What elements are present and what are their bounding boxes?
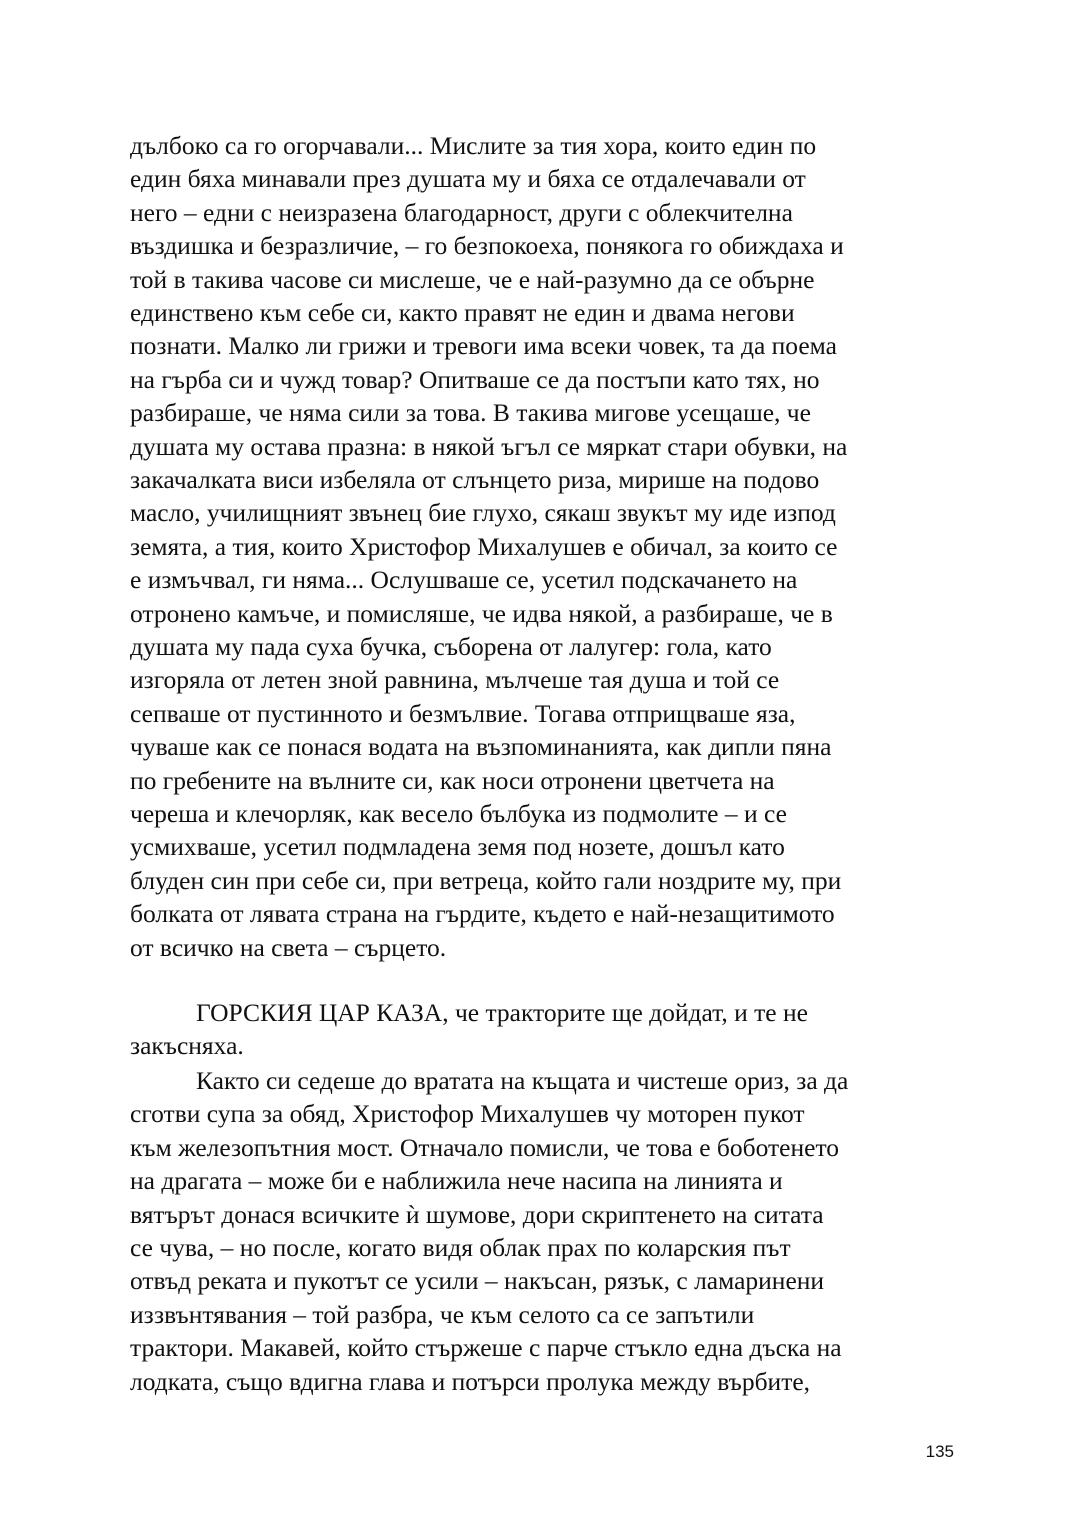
text-line: ГОРСКИЯ ЦАР КАЗА, че тракторите ще дойдат, и те не [196, 998, 808, 1027]
text-line: се чува, – но после, когато видя облак прах по коларския път [130, 1233, 791, 1262]
text-line: земята, а тия, които Христофор Михалушев е обичал, за които се [130, 531, 838, 561]
text-line: череша и клечорляк, как весело бълбука из подмолите – и се [130, 799, 787, 828]
text-line: вятърът донася всичките ѝ шумове, дори скриптенето на ситата [130, 1199, 824, 1229]
text-line: трактори. Макавей, който стържеше с парче стъкло една дъска на [130, 1333, 842, 1363]
text-line: един бяха минавали през душата му и бяха се отдалечавали от [130, 164, 806, 194]
text-line: чуваше как се понася водата на възпоминанията, как дипли пяна [130, 732, 832, 762]
text-line: отронено камъче, и помисляше, че идва някой, а разбираше, че в [130, 598, 833, 628]
text-line: блуден син при себе си, при ветреца, който гали ноздрите му, при [130, 865, 842, 895]
text-line: закачалката виси избеляла от слънцето риза, мирише на подово [130, 465, 820, 494]
text-line: болката от лявата страна на гърдите, където е най-незащитимото [130, 899, 835, 929]
text-line: единствено към себе си, както правят не един и двама негови [130, 298, 795, 327]
text-line: Както си седеше до вратата на къщата и чистеше ориз, за да [196, 1066, 849, 1095]
text-line: него – едни с неизразена благодарност, други с облекчителна [130, 197, 793, 227]
text-line: закъсняха. [130, 1031, 244, 1061]
page-number: 135 [925, 1442, 954, 1461]
text-line: на драгата – може би е наближила нече насипа на линията и [130, 1166, 783, 1196]
text-line: лодката, също вдигна глава и потърси пролука между върбите, [130, 1366, 811, 1396]
text-line: сготви супа за обяд, Христофор Михалушев чу моторен пукот [130, 1099, 805, 1129]
text-line: по гребените на вълните си, как носи отронени цветчета на [130, 765, 775, 795]
text-line: въздишка и безразличие, – го безпокоеха, понякога го обиждаха и [130, 231, 844, 261]
text-line: от всичко на света – сърцето. [130, 932, 447, 962]
text-line: разбираше, че няма сили за това. В такива мигове усещаше, че [130, 398, 811, 428]
text-line: познати. Малко ли грижи и тревоги има всеки човек, та да поема [130, 331, 837, 361]
text-line: усмихваше, усетил подмладена земя под нозете, дошъл като [130, 832, 785, 862]
text-line: към железопътния мост. Отначало помисли, че това е боботенето [130, 1132, 840, 1162]
text-line: е измъчвал, ги няма... Ослушваше се, усетил подскачането на [130, 565, 798, 595]
text-line: дълбоко са го огорчавали... Мислите за тия хора, които един по [130, 131, 817, 160]
text-line: отвъд реката и пукотът се усили – накъсан, рязък, с ламаринени [130, 1266, 825, 1296]
text-line: изгоряла от летен зной равнина, мълчеше тая душа и той се [130, 665, 780, 695]
text-line: душата му остава празна: в някой ъгъл се мяркат стари обувки, на [130, 431, 848, 461]
text-line: на гърба си и чужд товар? Опитваше се да постъпи като тях, но [130, 364, 820, 394]
text-line: сепваше от пустинното и безмълвие. Тогава отприщваше яза, [130, 698, 796, 728]
text-line: масло, училищният звънец бие глухо, сякаш звукът му иде изпод [130, 498, 836, 528]
text-line: иззвънтявания – той разбра, че към селото са се запътили [130, 1299, 755, 1329]
text-line: той в такива часове си мислеше, че е най-разумно да се обърне [130, 264, 815, 294]
text-line: душата му пада суха бучка, съборена от лалугер: гола, като [130, 632, 772, 661]
